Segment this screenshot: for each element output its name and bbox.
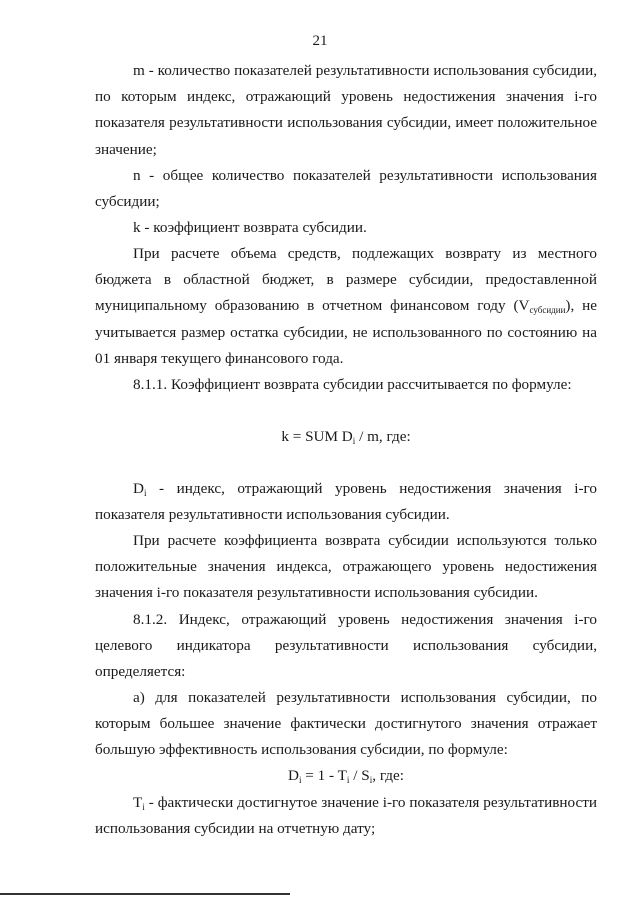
di-def-sub: i [143,488,147,498]
formula-k-line [95,424,597,450]
section-8-1-2 [95,607,597,686]
calc-line5: 01 января текущего финансового года. [95,349,344,367]
di-def-rest: - индекс, отражающий уровень недостижения значения i-го [146,480,597,497]
formula-di-sub1: i [298,775,302,785]
formula-di-b: = 1 - T [301,767,347,784]
calc-line3-a: муниципальному образованию в отчетном финансовом году (V [95,297,530,315]
formula-di-c: / S [349,767,370,784]
positive-line1: При расчете коэффициента возврата субсидии используются только [133,532,597,549]
section-8-1-2-line2: целевого индикатора результативности использования субсидии, [95,637,597,655]
calc-line3-b: ), не [565,297,597,315]
ti-def-sub: i [142,802,145,812]
formula-di-sub3: i [369,775,373,785]
page-number: 21 [312,33,328,49]
n-def-line2: субсидии; [95,193,160,211]
ti-def-line1 [95,790,597,816]
item-a [95,685,597,764]
formula-k [95,424,597,450]
m-def-line1: m - количество показателей результативности использования субсидии, [133,62,597,79]
formula-di-d: , где: [372,767,404,784]
m-def-line4: значение; [95,140,157,158]
di-def-line2: показателя результативности использования субсидии. [95,506,450,524]
calc-line4: учитывается размер остатка субсидии, не использованного по состоянию на [95,323,597,341]
positive-line2: положительные значения индекса, отражающего уровень недостижения [95,558,597,576]
calc-line3 [95,293,597,319]
positive-paragraph [95,528,597,607]
item-a-line3: большую эффективность использования субсидии, по формуле: [95,741,508,759]
formula-di-a: D [288,767,299,784]
section-8-1-1-line: 8.1.1. Коэффициент возврата субсидии рассчитывается по формуле: [133,376,572,393]
m-definition [95,58,597,163]
m-def-line3: показателя результативности использования субсидии, имеет положительное [95,114,597,132]
calc-line2: бюджета в областной бюджет, в размере субсидии, предоставленной [95,271,597,289]
n-definition [95,163,597,215]
ti-def-line2: использования субсидии на отчетную дату; [95,820,376,838]
di-def-line1 [95,476,597,502]
formula-k-b: / m, где: [355,428,411,445]
scan-edge-line [0,893,290,895]
n-def-line1: n - общее количество показателей результативности использования [133,167,597,184]
ti-def-rest: - фактически достигнутое значение i-го показателя результативности [144,794,597,811]
formula-di-sub2: i [346,775,350,785]
formula-di-line [95,763,597,789]
formula-k-sub: i [352,436,356,446]
v-subscript: субсидии [529,305,566,316]
k-def-line: k - коэффициент возврата субсидии. [133,219,367,236]
k-definition [95,215,597,241]
positive-line3: значения i-го показателя результативности использования субсидии. [95,584,538,602]
calc-line1: При расчете объема средств, подлежащих возврату из местного [133,245,597,262]
ti-definition [95,790,597,842]
formula-di [95,763,597,789]
formula-k-a: k = SUM D [281,428,353,445]
m-def-line2: по которым индекс, отражающий уровень недостижения значения i-го [95,88,597,106]
di-definition [95,476,597,528]
calc-paragraph [95,241,597,372]
section-8-1-1 [95,372,597,398]
item-a-line1: а) для показателей результативности использования субсидии, по [133,689,597,706]
ti-def-T: T [133,794,143,811]
section-8-1-2-line3: определяется: [95,663,186,681]
section-8-1-2-line1: 8.1.2. Индекс, отражающий уровень недостижения значения i-го [133,611,597,628]
di-def-D: D [133,480,144,497]
item-a-line2: которым большее значение фактически достигнутого значения отражает [95,715,597,733]
